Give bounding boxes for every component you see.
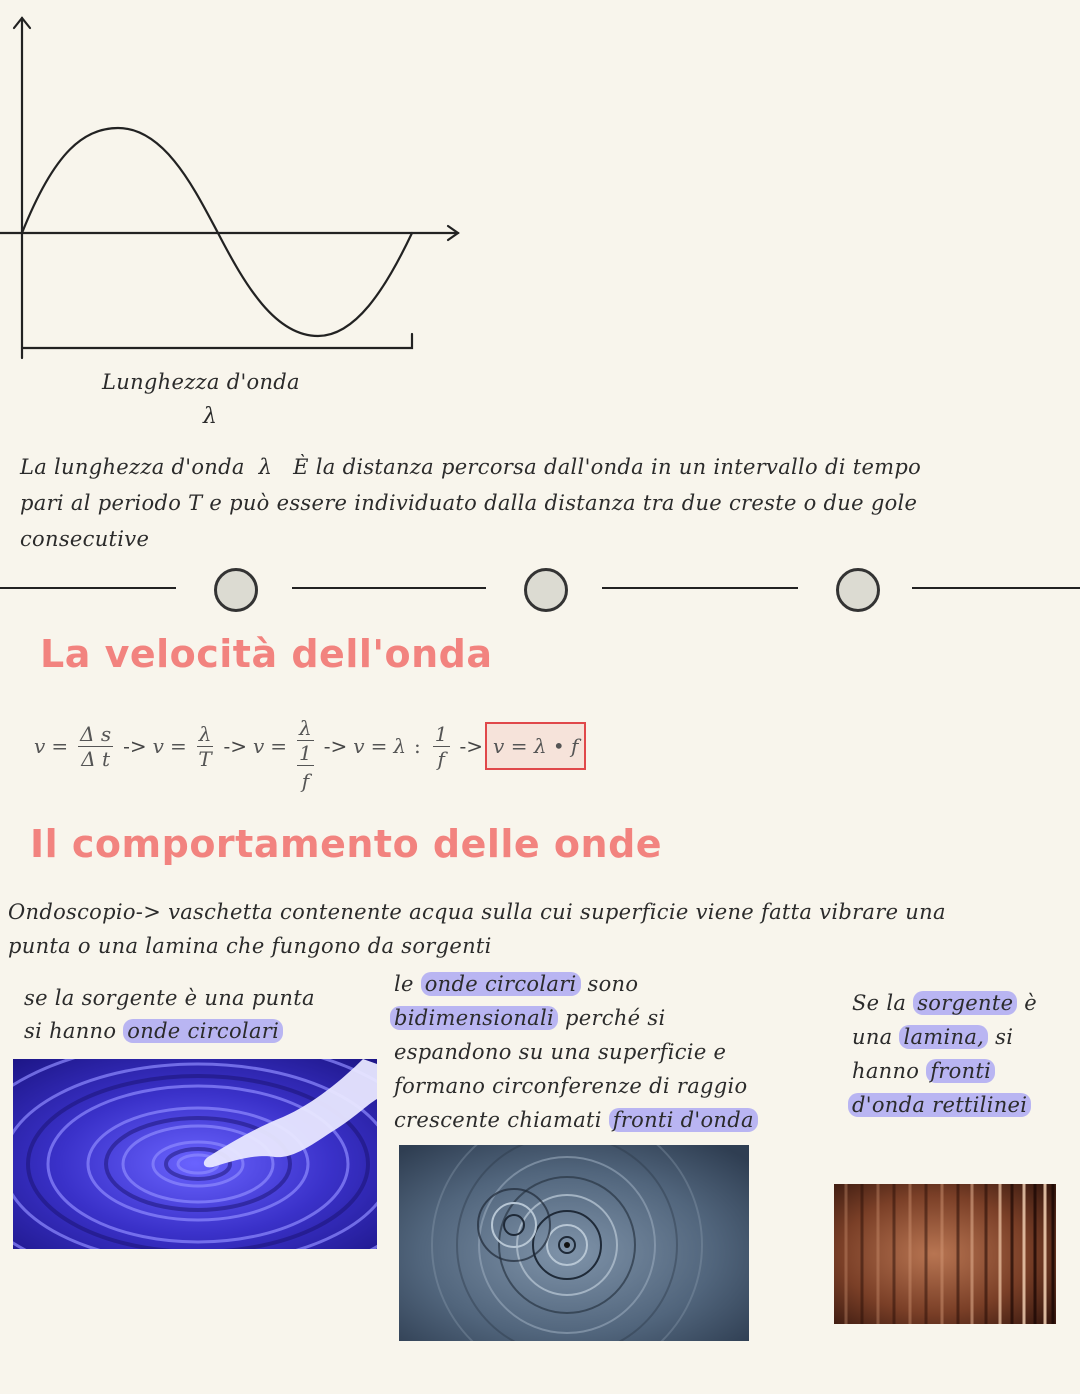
- col1-line-2: [24, 1019, 283, 1043]
- hand-water-image: [13, 1059, 377, 1249]
- formula-eq-4: =: [370, 734, 388, 758]
- intro-line-1: Ondoscopio-> vaschetta contenente acqua sulla cui superficie viene fatta vibrare una: [8, 900, 946, 924]
- definition-line-2: pari al periodo T e può essere individuato dalla distanza tra due creste o due gole: [20, 491, 918, 515]
- divider-segment-4: [912, 587, 1080, 589]
- col2-l1-pre: le: [394, 972, 421, 996]
- formula-eq-3: =: [270, 734, 288, 758]
- wavelength-caption: Lunghezza d'onda: [102, 370, 300, 394]
- col3-l2-pre: una: [852, 1025, 900, 1049]
- formula-arrow-4: ->: [459, 734, 484, 758]
- formula-1-over-f: [433, 722, 450, 771]
- formula-boxed-result: v = λ • f: [485, 722, 586, 770]
- water-ripples-image: [399, 1145, 749, 1341]
- definition-line-1: La lunghezza d'onda λ È la distanza percorsa dall'onda in un intervallo di tempo: [20, 455, 922, 479]
- formula-T: T: [198, 746, 212, 771]
- col2-l1-highlight: onde circolari: [421, 972, 581, 996]
- formula-v-2: v: [152, 734, 164, 758]
- divider-circle-3: [836, 568, 880, 612]
- formula-lambda-over-1f: [297, 716, 314, 796]
- col2-l5-highlight: fronti d'onda: [609, 1108, 758, 1132]
- straight-wavefronts-image: [834, 1184, 1056, 1324]
- col3-l2-highlight: lamina,: [899, 1025, 988, 1049]
- col2-l2-highlight: bidimensionali: [390, 1006, 558, 1030]
- formula-arrow-2: ->: [223, 734, 247, 758]
- divider-segment-2: [292, 587, 486, 589]
- formula-f-2: f: [437, 746, 445, 771]
- col1-line-1: se la sorgente è una punta: [24, 986, 315, 1010]
- col3-l3-highlight: fronti: [926, 1059, 995, 1083]
- formula-dt: Δ t: [81, 746, 111, 771]
- formula-ds: Δ s: [80, 721, 112, 746]
- col2-line-5: [394, 1108, 758, 1132]
- wave-diagram: [0, 0, 480, 370]
- col3-l4-highlight: d'onda rettilinei: [848, 1093, 1031, 1117]
- behaviour-title: Il comportamento delle onde: [30, 822, 663, 866]
- divider-circle-1: [214, 568, 258, 612]
- formula-lambda-T: [197, 722, 214, 771]
- formula-one: 1: [299, 741, 312, 765]
- velocity-formula: [34, 716, 586, 796]
- col2-line-4: formano circonferenze di raggio: [394, 1074, 748, 1098]
- col1-highlight: onde circolari: [123, 1019, 283, 1043]
- formula-eq: =: [51, 734, 69, 758]
- formula-eq-2: =: [169, 734, 187, 758]
- formula-v: v: [34, 734, 46, 758]
- col3-line-1: [852, 991, 1037, 1015]
- velocity-title: La velocità dell'onda: [40, 632, 493, 676]
- col1-text: si hanno: [24, 1019, 124, 1043]
- col2-line-3: espandono su una superficie e: [394, 1040, 727, 1064]
- col3-line-3: [852, 1059, 995, 1083]
- formula-arrow-3: ->: [323, 734, 348, 758]
- formula-f: f: [301, 769, 310, 793]
- col2-l2-post: perché si: [558, 1006, 666, 1030]
- intro-line-2: punta o una lamina che fungono da sorgenti: [8, 934, 492, 958]
- divider-circle-2: [524, 568, 568, 612]
- formula-v-3: v: [252, 734, 265, 758]
- col2-l1-post: sono: [580, 972, 639, 996]
- formula-ds-dt: [78, 722, 113, 771]
- col2-l5-pre: crescente chiamati: [394, 1108, 609, 1132]
- col3-l2-post: si: [988, 1025, 1014, 1049]
- definition-line-3: consecutive: [20, 527, 150, 551]
- col3-l3-pre: hanno: [852, 1059, 927, 1083]
- formula-one-2: 1: [434, 721, 448, 746]
- wavelength-bracket: [22, 334, 412, 348]
- formula-colon: :: [414, 734, 421, 758]
- col3-line-4: [848, 1093, 1031, 1117]
- formula-lambda: λ: [198, 721, 212, 746]
- formula-v-4: v: [353, 734, 365, 758]
- divider-segment-1: [0, 587, 176, 589]
- divider-segment-3: [602, 587, 798, 589]
- col3-l1-highlight: sorgente: [913, 991, 1017, 1015]
- col3-line-2: [852, 1025, 1013, 1049]
- col2-line-1: [394, 972, 638, 996]
- col3-l1-pre: Se la: [852, 991, 914, 1015]
- formula-arrow-1: ->: [123, 734, 147, 758]
- col3-l1-post: è: [1017, 991, 1038, 1015]
- formula-lambda-3: λ: [393, 734, 407, 758]
- col2-line-2: [390, 1006, 665, 1030]
- formula-one-over-f: [297, 741, 314, 796]
- formula-lambda-2: λ: [299, 716, 312, 740]
- lambda-symbol: λ: [203, 404, 218, 429]
